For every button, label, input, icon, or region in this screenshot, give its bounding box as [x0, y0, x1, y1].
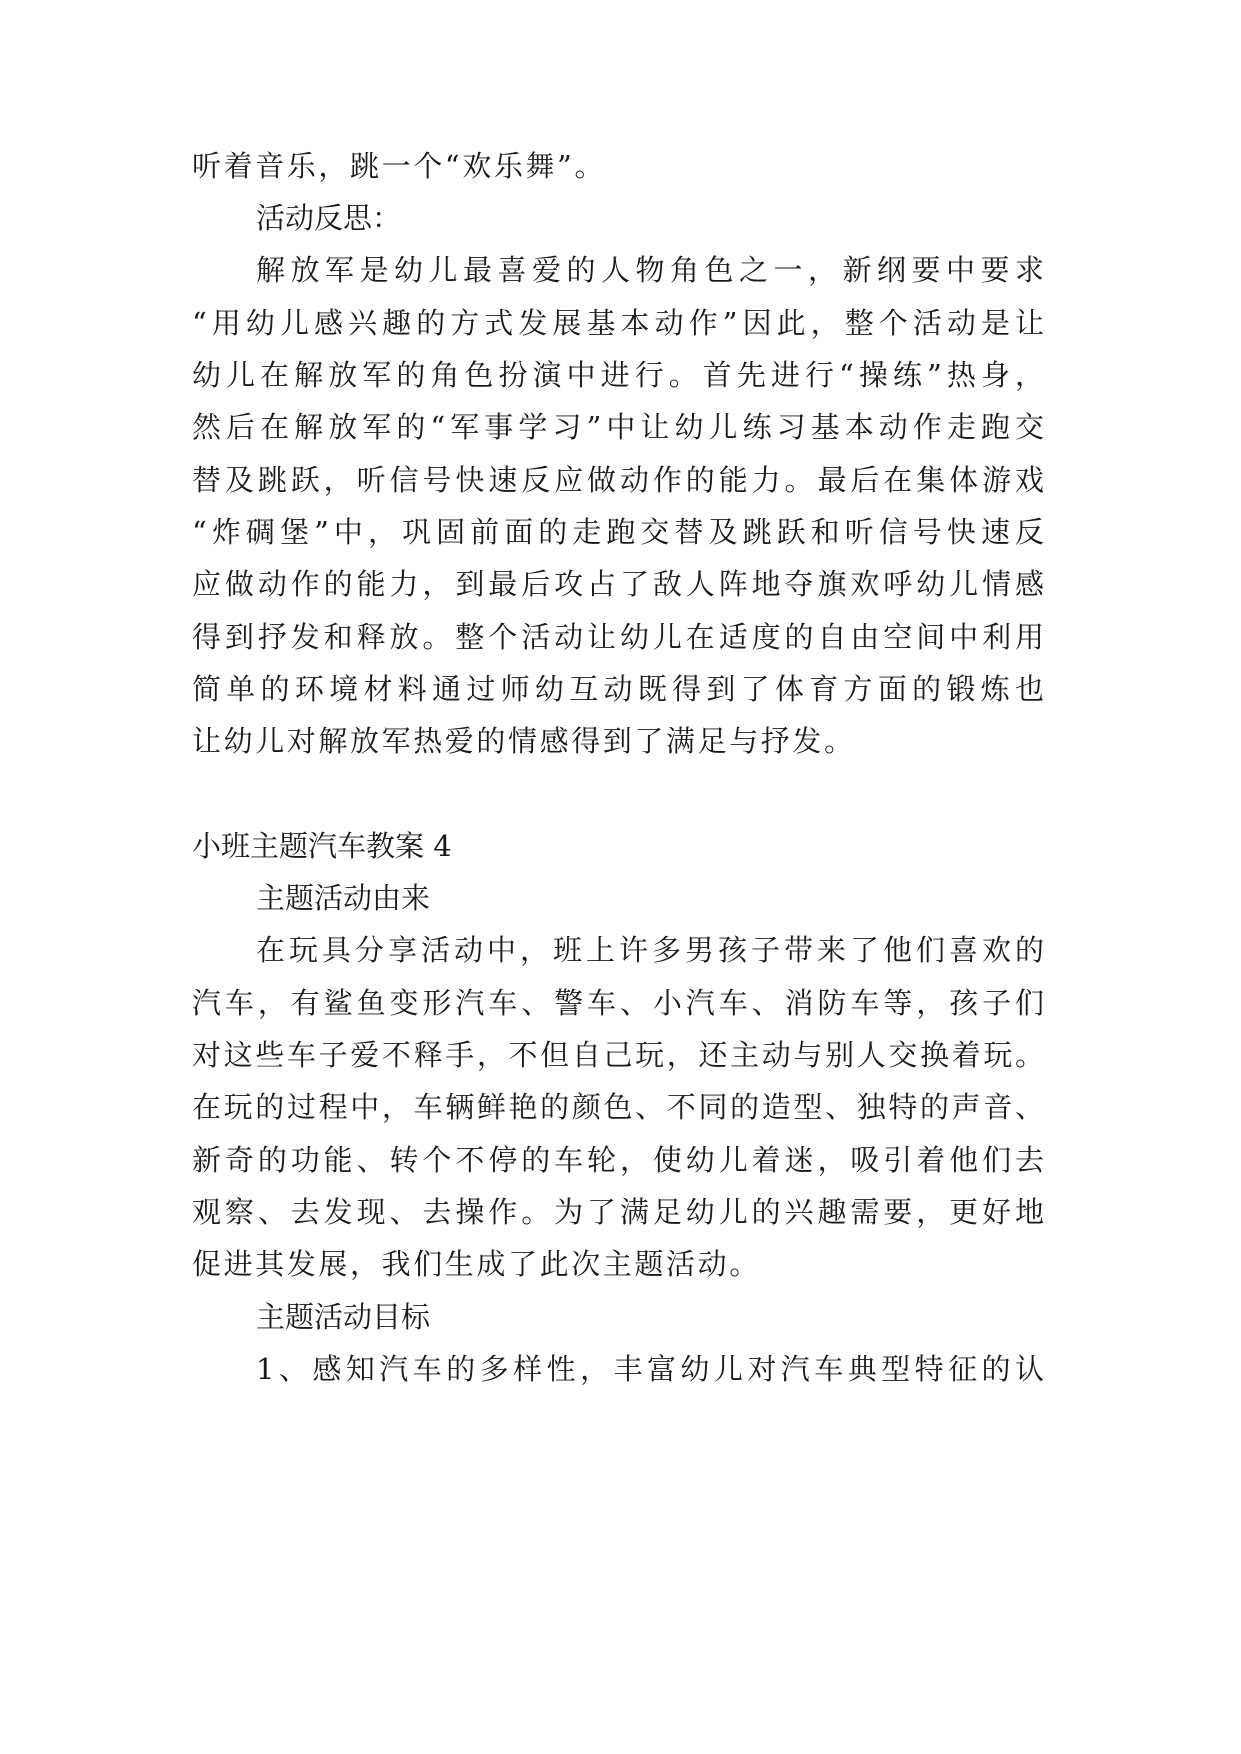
paragraph-line: 1、感知汽车的多样性，丰富幼儿对汽车典型特征的认 [256, 1352, 1044, 1386]
paragraph-line: “炸碉堡”中，巩固前面的走跑交替及跳跃和听信号快速反 [192, 515, 1044, 549]
paragraph-line: 幼儿在解放军的角色扮演中进行。首先进行“操练”热身， [192, 358, 1044, 392]
paragraph-line: 汽车，有鲨鱼变形汽车、警车、小汽车、消防车等，孩子们 [192, 986, 1044, 1020]
paragraph-line: 新奇的功能、转个不停的车轮，使幼儿着迷，吸引着他们去 [192, 1143, 1044, 1177]
paragraph-line: 让幼儿对解放军热爱的情感得到了满足与抒发。 [192, 724, 856, 758]
paragraph-line: 在玩的过程中，车辆鲜艳的颜色、不同的造型、独特的声音、 [192, 1090, 1044, 1124]
origin-heading: 主题活动由来 [256, 881, 431, 915]
paragraph-line: 简单的环境材料通过师幼互动既得到了体育方面的锻炼也 [192, 672, 1044, 706]
paragraph-line: 促进其发展，我们生成了此次主题活动。 [192, 1247, 761, 1281]
paragraph-line: 替及跳跃，听信号快速反应做动作的能力。最后在集体游戏 [192, 463, 1044, 497]
paragraph-line: “用幼儿感兴趣的方式发展基本动作”因此，整个活动是让 [192, 306, 1044, 340]
goal-heading: 主题活动目标 [256, 1300, 431, 1334]
paragraph-line: 得到抒发和释放。整个活动让幼儿在适度的自由空间中利用 [192, 620, 1044, 654]
paragraph-line: 应做动作的能力，到最后攻占了敌人阵地夺旗欢呼幼儿情感 [192, 567, 1044, 601]
section-title: 小班主题汽车教案 4 [192, 829, 452, 863]
reflection-heading: 活动反思： [256, 201, 402, 235]
paragraph-line: 解放军是幼儿最喜爱的人物角色之一，新纲要中要求 [256, 253, 1044, 287]
paragraph-line: 对这些车子爱不释手，不但自己玩，还主动与别人交换着玩。 [192, 1038, 1044, 1072]
paragraph-line: 在玩具分享活动中，班上许多男孩子带来了他们喜欢的 [256, 933, 1044, 967]
text-line: 听着音乐，跳一个“欢乐舞”。 [192, 149, 607, 183]
paragraph-line: 观察、去发现、去操作。为了满足幼儿的兴趣需要，更好地 [192, 1195, 1044, 1229]
paragraph-line: 然后在解放军的“军事学习”中让幼儿练习基本动作走跑交 [192, 410, 1044, 444]
